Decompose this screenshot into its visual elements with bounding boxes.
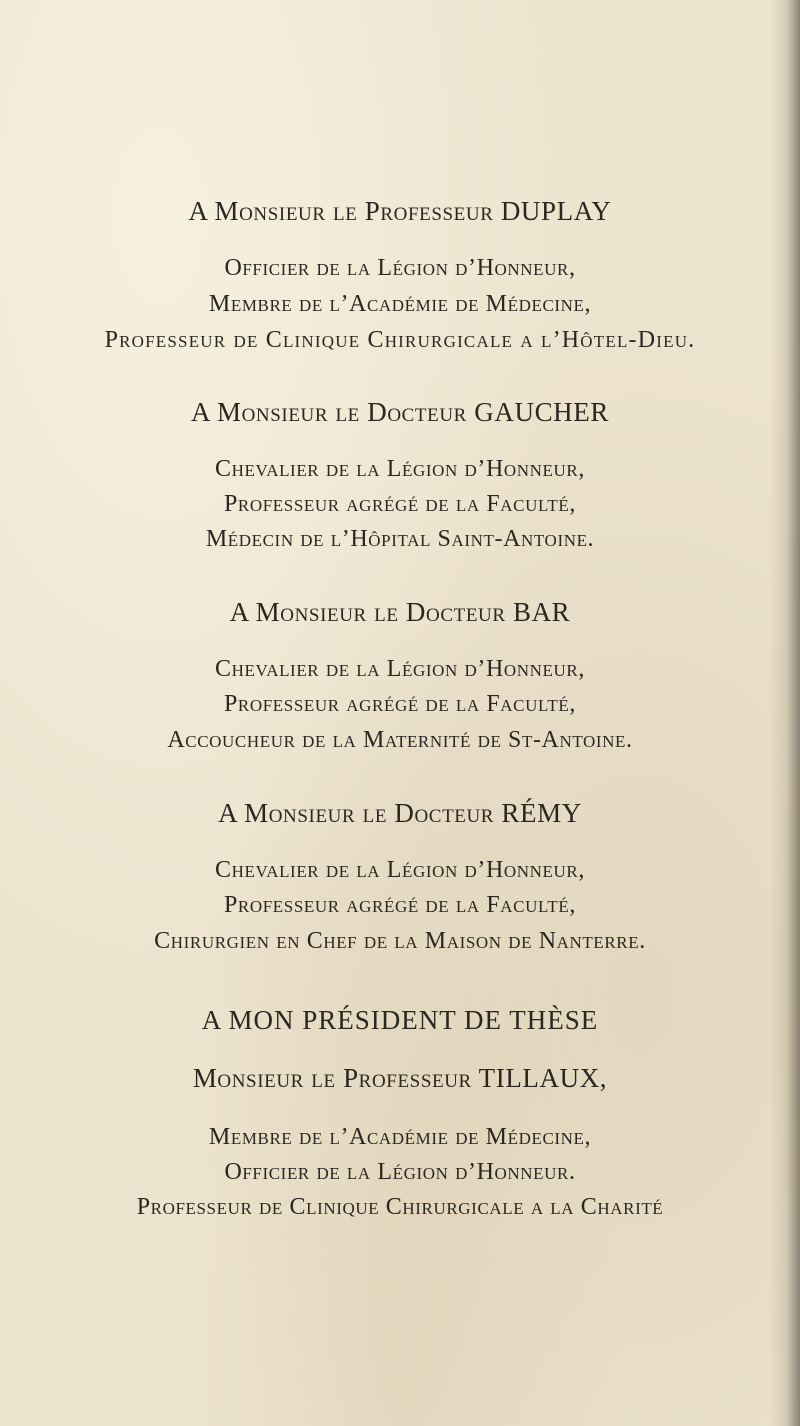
president-name: Monsieur le Professeur TILLAUX, [192,1063,608,1093]
title-line: Professeur de Clinique Chirurgicale a l’Hôtel-Dieu. [104,327,696,353]
title-line: Professeur agrégé de la Faculté, [223,892,576,918]
dedication-heading-remy: A Monsieur le Docteur RÉMY [218,798,582,828]
title-line: Officier de la Légion d’Honneur. [224,1159,576,1185]
title-line: Accoucheur de la Maternité de St-Antoine. [167,727,633,753]
dedication-heading-bar: A Monsieur le Docteur BAR [229,597,571,627]
page-edge-shadow [770,0,800,1426]
title-line: Officier de la Légion d’Honneur, [224,255,576,281]
dedication-heading-duplay: A Monsieur le Professeur DUPLAY [188,196,612,226]
title-line: Médecin de l’Hôpital Saint-Antoine. [205,526,595,552]
title-line: Chevalier de la Légion d’Honneur, [215,456,585,482]
title-line: Membre de l’Académie de Médecine, [208,291,592,317]
dedication-heading-gaucher: A Monsieur le Docteur GAUCHER [191,397,609,427]
title-line: Chirurgien en Chef de la Maison de Nanterre. [154,928,646,954]
president-heading: A MON PRÉSIDENT DE THÈSE [201,1005,599,1035]
title-line: Professeur de Clinique Chirurgicale a la Charité [136,1194,664,1220]
title-line: Membre de l’Académie de Médecine, [208,1124,592,1150]
title-line: Professeur agrégé de la Faculté, [223,491,576,517]
title-line: Professeur agrégé de la Faculté, [223,691,576,717]
title-line: Chevalier de la Légion d’Honneur, [215,656,585,682]
title-line: Chevalier de la Légion d’Honneur, [215,857,585,883]
